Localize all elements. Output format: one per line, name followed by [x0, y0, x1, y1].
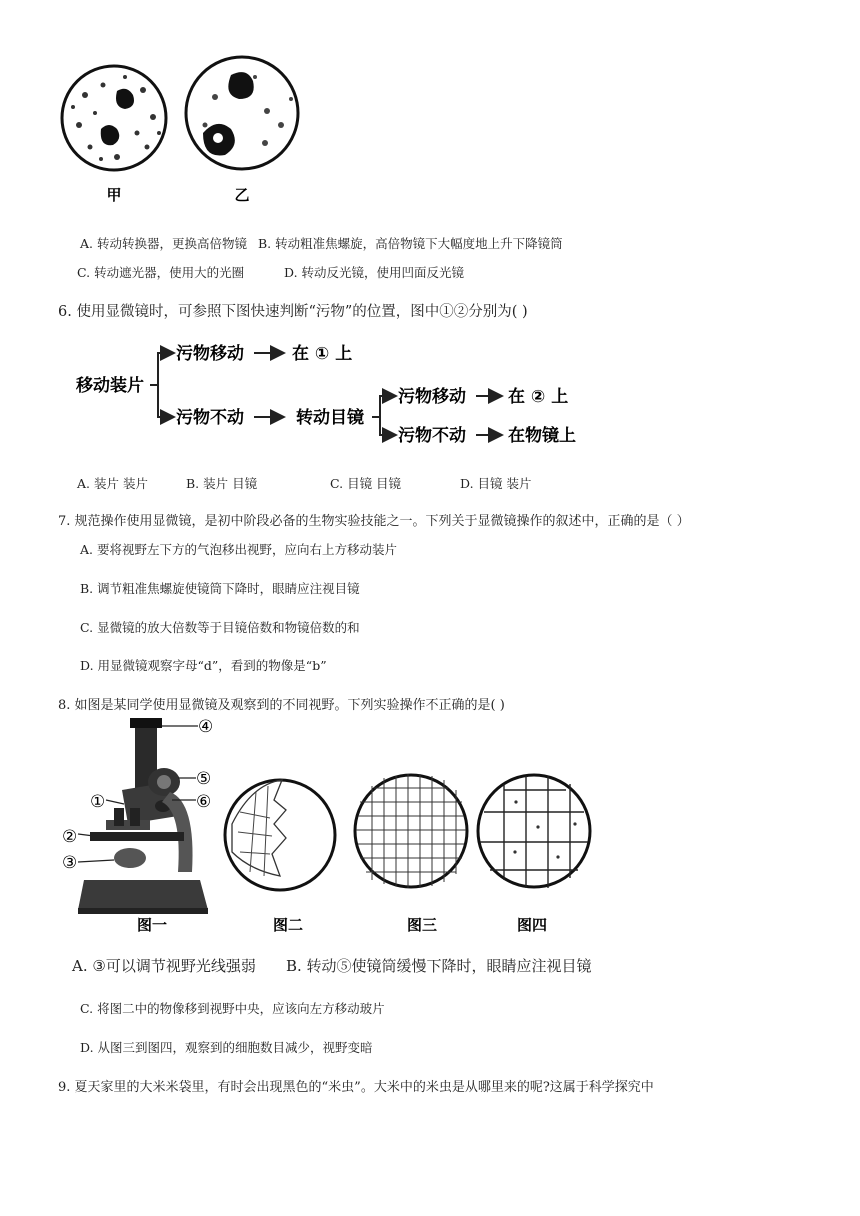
view-fig3: [355, 774, 467, 888]
view-jia-label: 甲: [106, 186, 122, 204]
q7-option-b: B. 调节粗准焦螺旋使镜筒下降时，眼睛应注视目镜: [80, 581, 360, 596]
q5-option-c: C. 转动遮光器，使用大的光圈: [77, 265, 245, 280]
marker-1: ①: [90, 792, 106, 812]
flow-rotate: 转动目镜: [296, 408, 364, 428]
marker-3: ③: [62, 853, 78, 873]
flow-on3: 在物镜上: [508, 426, 576, 446]
fig4-label: 图四: [516, 916, 548, 934]
fig3-label: 图三: [406, 916, 438, 934]
q6-stem: 6. 使用显微镜时，可参照下图快速判断“污物”的位置，图中①②分别为( ): [58, 304, 528, 320]
view-yi-label: 乙: [234, 186, 250, 204]
q8-stem: 8. 如图是某同学使用显微镜及观察到的不同视野。下列实验操作不正确的是( ): [58, 698, 505, 713]
q8-option-d: D. 从图三到图四，观察到的细胞数目减少，视野变暗: [80, 1040, 373, 1055]
q5-option-d: D. 转动反光镜，使用凹面反光镜: [284, 265, 465, 280]
marker-6: ⑥: [196, 792, 212, 812]
q7-option-a: A. 要将视野左下方的气泡移出视野，应向右上方移动装片: [80, 542, 397, 557]
fig1-label: 图一: [136, 916, 168, 934]
view-jia-circle: [62, 66, 166, 170]
q9-stem: 9. 夏天家里的大米米袋里，有时会出现黑色的“米虫”。大米中的米虫是从哪里来的呢?这属于科学探究中: [58, 1080, 654, 1095]
q6-flow-diagram: [70, 335, 600, 455]
marker-4: ④: [198, 717, 214, 737]
flow-move1: 污物移动: [176, 344, 244, 364]
q5-option-a: A. 转动转换器，更换高倍物镜: [80, 236, 247, 251]
marker-2: ②: [62, 827, 78, 847]
q8-option-c: C. 将图二中的物像移到视野中央，应该向左方移动玻片: [80, 1001, 385, 1016]
fig2-label: 图二: [272, 916, 304, 934]
q6-option-a: A. 装片 装片: [77, 476, 148, 491]
q6-option-b: B. 装片 目镜: [186, 476, 258, 491]
q7-option-c: C. 显微镜的放大倍数等于目镜倍数和物镜倍数的和: [80, 620, 360, 635]
q7-option-d: D. 用显微镜观察字母“d”，看到的物像是“b”: [80, 658, 327, 673]
q8-option-b: B. 转动⑤使镜筒缓慢下降时，眼睛应注视目镜: [286, 957, 592, 975]
flow-on2: 在 ② 上: [508, 387, 569, 407]
q5-microscope-views-figure: [55, 55, 315, 210]
flow-still2: 污物不动: [398, 426, 466, 446]
flow-still1: 污物不动: [176, 408, 244, 428]
flow-move2: 污物移动: [398, 387, 466, 407]
q7-stem: 7. 规范操作使用显微镜，是初中阶段必备的生物实验技能之一。下列关于显微镜操作的叙述中，正确的是（ ）: [58, 514, 690, 529]
flow-start: 移动装片: [76, 376, 144, 396]
q8-microscope-figure: [60, 712, 600, 942]
microscope-drawing: [78, 718, 208, 914]
flow-on1: 在 ① 上: [292, 344, 353, 364]
marker-5: ⑤: [196, 769, 212, 789]
q5-option-b: B. 转动粗准焦螺旋，高倍物镜下大幅度地上升下降镜筒: [258, 236, 563, 251]
view-yi-circle: [186, 57, 298, 169]
q8-option-a: A. ③可以调节视野光线强弱: [72, 957, 256, 975]
view-fig4: [478, 775, 590, 888]
q6-option-c: C. 目镜 目镜: [330, 476, 402, 491]
view-fig2: [225, 780, 335, 890]
q6-option-d: D. 目镜 装片: [460, 476, 532, 491]
